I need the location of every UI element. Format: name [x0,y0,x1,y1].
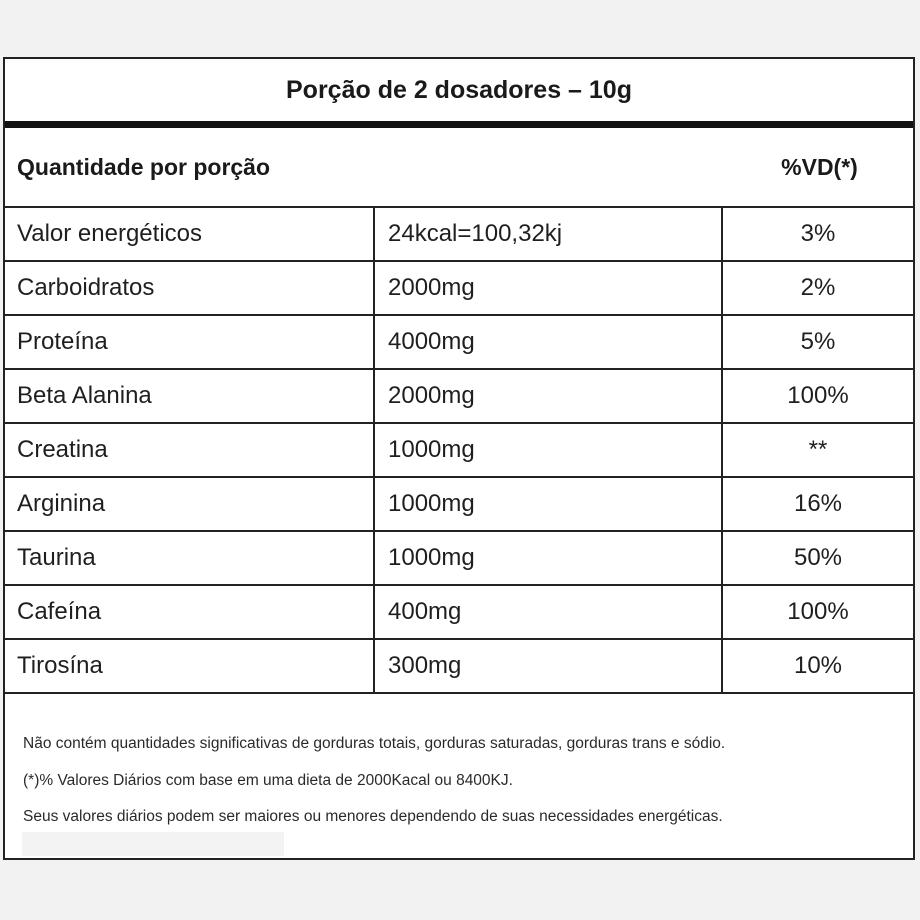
nutrient-amount: 1000mg [374,531,722,585]
thick-divider [5,121,913,128]
nutrient-amount: 2000mg [374,261,722,315]
nutrient-name: Taurina [5,531,374,585]
nutrient-daily-value: 100% [722,369,913,423]
nutrient-amount: 1000mg [374,477,722,531]
nutrient-daily-value: 5% [722,315,913,369]
table-row [5,585,913,639]
table-header [5,128,913,206]
nutrition-label [3,57,915,860]
table-row [5,369,913,423]
footnote-insignificant: Não contém quantidades significativas de gorduras totais, gorduras saturadas, gorduras trans e sódio. [23,735,726,752]
footnote-disclaimer: Seus valores diários podem ser maiores ou menores dependendo de suas necessidades energéticas. [23,808,723,825]
table-row [5,315,913,369]
nutrient-name: Tirosína [5,639,374,693]
nutrient-name: Valor energéticos [5,207,374,261]
nutrient-daily-value: 10% [722,639,913,693]
footnote-daily-values: (*)% Valores Diários com base em uma dieta de 2000Kacal ou 8400KJ. [23,771,513,789]
nutrient-daily-value: ** [722,423,913,477]
nutrient-amount: 2000mg [374,369,722,423]
table-row [5,639,913,693]
table-row [5,207,913,261]
serving-size-title: Porção de 2 dosadores – 10g [286,75,632,104]
nutrient-amount: 24kcal=100,32kj [374,207,722,261]
nutrient-daily-value: 3% [722,207,913,261]
nutrient-amount: 4000mg [374,315,722,369]
nutrient-amount: 300mg [374,639,722,693]
quantity-per-serving-header: Quantidade por porção [17,153,271,180]
blank-strip [22,832,284,856]
nutrient-name: Carboidratos [5,261,374,315]
table-row [5,477,913,531]
table-row [5,423,913,477]
daily-value-header: %VD(*) [781,153,858,180]
nutrient-daily-value: 100% [722,585,913,639]
nutrient-name: Arginina [5,477,374,531]
nutrient-amount: 400mg [374,585,722,639]
nutrient-name: Creatina [5,423,374,477]
nutrition-table [5,206,913,694]
table-row [5,531,913,585]
nutrient-daily-value: 2% [722,261,913,315]
nutrient-name: Beta Alanina [5,369,374,423]
nutrient-daily-value: 16% [722,477,913,531]
nutrient-name: Cafeína [5,585,374,639]
nutrient-name: Proteína [5,315,374,369]
nutrient-daily-value: 50% [722,531,913,585]
nutrient-amount: 1000mg [374,423,722,477]
table-row [5,261,913,315]
footnotes [23,731,903,841]
